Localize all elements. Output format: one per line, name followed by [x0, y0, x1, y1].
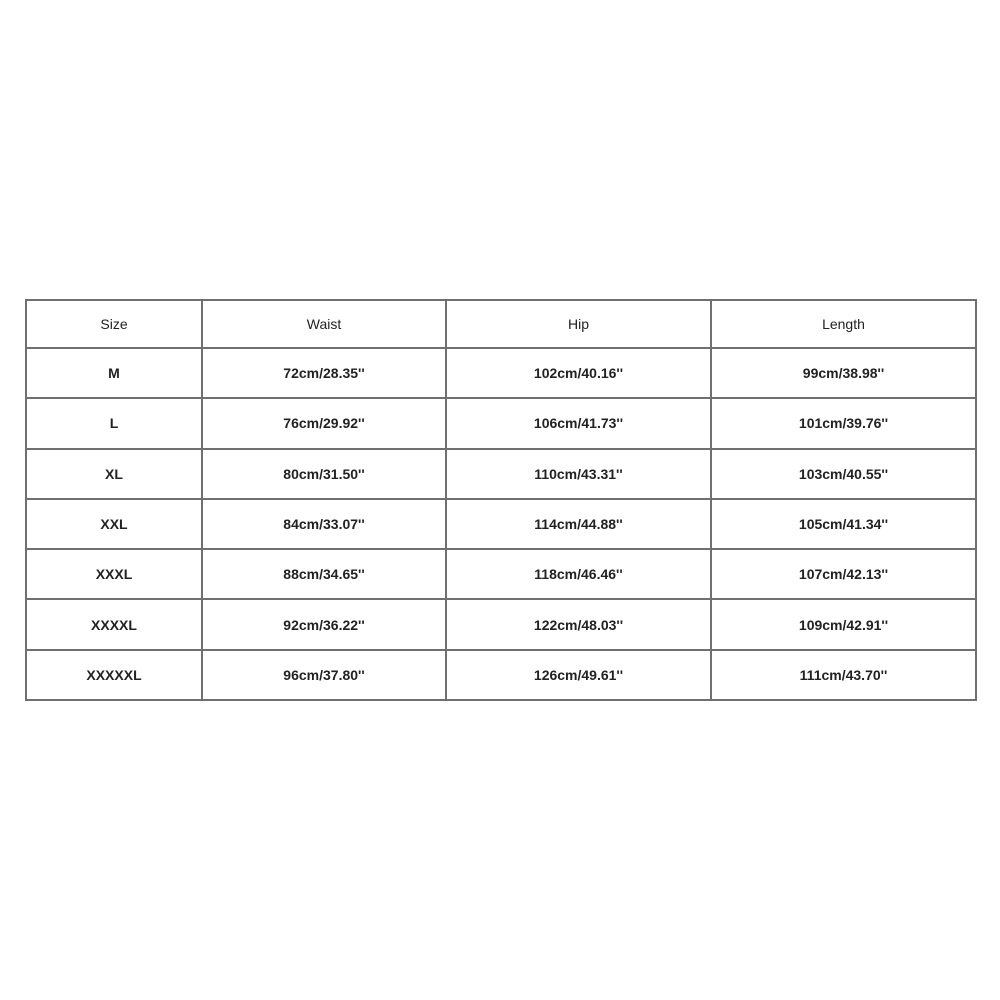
cell-length: 109cm/42.91'': [711, 599, 976, 649]
cell-waist: 72cm/28.35'': [202, 348, 446, 398]
table-row: [26, 499, 976, 549]
cell-hip: 106cm/41.73'': [446, 398, 711, 448]
cell-size: XL: [26, 449, 202, 499]
cell-size: XXL: [26, 499, 202, 549]
cell-hip: 110cm/43.31'': [446, 449, 711, 499]
cell-waist: 80cm/31.50'': [202, 449, 446, 499]
table-row: [26, 549, 976, 599]
cell-hip: 114cm/44.88'': [446, 499, 711, 549]
table-header-row: [26, 300, 976, 348]
table-row: [26, 650, 976, 700]
cell-length: 101cm/39.76'': [711, 398, 976, 448]
table-row: [26, 449, 976, 499]
cell-length: 107cm/42.13'': [711, 549, 976, 599]
cell-hip: 118cm/46.46'': [446, 549, 711, 599]
cell-size: XXXL: [26, 549, 202, 599]
cell-waist: 76cm/29.92'': [202, 398, 446, 448]
cell-size: M: [26, 348, 202, 398]
header-size: Size: [26, 300, 202, 348]
header-hip: Hip: [446, 300, 711, 348]
table-row: [26, 599, 976, 649]
size-chart-table: [25, 299, 977, 701]
cell-hip: 122cm/48.03'': [446, 599, 711, 649]
cell-waist: 96cm/37.80'': [202, 650, 446, 700]
cell-waist: 88cm/34.65'': [202, 549, 446, 599]
cell-size: L: [26, 398, 202, 448]
cell-hip: 126cm/49.61'': [446, 650, 711, 700]
cell-waist: 92cm/36.22'': [202, 599, 446, 649]
cell-length: 111cm/43.70'': [711, 650, 976, 700]
cell-length: 103cm/40.55'': [711, 449, 976, 499]
header-waist: Waist: [202, 300, 446, 348]
cell-hip: 102cm/40.16'': [446, 348, 711, 398]
cell-waist: 84cm/33.07'': [202, 499, 446, 549]
table-row: [26, 398, 976, 448]
table-row: [26, 348, 976, 398]
cell-length: 99cm/38.98'': [711, 348, 976, 398]
cell-size: XXXXXL: [26, 650, 202, 700]
cell-length: 105cm/41.34'': [711, 499, 976, 549]
header-length: Length: [711, 300, 976, 348]
cell-size: XXXXL: [26, 599, 202, 649]
